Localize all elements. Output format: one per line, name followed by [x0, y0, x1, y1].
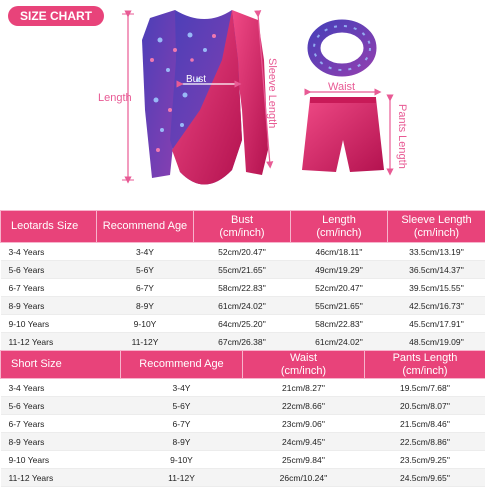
table-cell: 52cm/20.47''	[291, 279, 388, 297]
shorts-header-label: Short Size	[11, 358, 62, 370]
table-cell: 23.5cm/9.25''	[365, 451, 485, 469]
shorts-icon	[302, 97, 384, 172]
table-cell: 46cm/18.11''	[291, 243, 388, 261]
leotards-header-2	[194, 211, 291, 243]
leotards-header-1	[97, 211, 194, 243]
bust-label: Bust	[186, 74, 207, 85]
leotards-header-0	[1, 211, 97, 243]
table-cell: 9-10Y	[97, 315, 194, 333]
table-cell: 6-7Y	[97, 279, 194, 297]
shorts-size-table	[0, 350, 485, 487]
table-cell: 8-9Y	[121, 433, 243, 451]
scrunchie-icon	[314, 26, 370, 70]
table-row	[1, 379, 485, 397]
table-cell: 21cm/8.27''	[243, 379, 365, 397]
table-cell: 61cm/24.02''	[291, 333, 388, 351]
table-cell: 8-9 Years	[1, 297, 97, 315]
table-cell: 64cm/25.20''	[194, 315, 291, 333]
table-cell: 6-7Y	[121, 415, 243, 433]
table-cell: 6-7 Years	[1, 415, 121, 433]
table-cell: 49cm/19.29''	[291, 261, 388, 279]
table-cell: 5-6Y	[97, 261, 194, 279]
table-cell: 58cm/22.83''	[194, 279, 291, 297]
table-row	[1, 397, 485, 415]
leotard-icon	[142, 10, 268, 185]
leotards-header-unit: (cm/inch)	[413, 226, 460, 239]
shorts-header-unit: (cm/inch)	[402, 364, 448, 377]
table-cell: 23cm/9.06''	[243, 415, 365, 433]
table-cell: 9-10 Years	[1, 451, 121, 469]
table-cell: 55cm/21.65''	[291, 297, 388, 315]
table-row	[1, 297, 485, 315]
size-chart-badge: SIZE CHART	[8, 6, 104, 26]
table-row	[1, 261, 485, 279]
table-cell: 36.5cm/14.37''	[388, 261, 485, 279]
table-row	[1, 315, 485, 333]
table-cell: 11-12 Years	[1, 333, 97, 351]
table-cell: 61cm/24.02''	[194, 297, 291, 315]
shorts-header-1	[121, 351, 243, 379]
shorts-header-label: Recommend Age	[139, 358, 224, 370]
shorts-header-0	[1, 351, 121, 379]
table-cell: 11-12 Years	[1, 469, 121, 487]
table-cell: 8-9 Years	[1, 433, 121, 451]
table-cell: 3-4Y	[121, 379, 243, 397]
leotards-header-row	[1, 211, 485, 243]
table-row	[1, 433, 485, 451]
table-cell: 3-4Y	[97, 243, 194, 261]
table-cell: 26cm/10.24''	[243, 469, 365, 487]
shorts-header-label: Waist	[289, 351, 318, 364]
leotards-header-label: Bust	[230, 213, 253, 226]
table-cell: 42.5cm/16.73''	[388, 297, 485, 315]
table-cell: 33.5cm/13.19''	[388, 243, 485, 261]
table-cell: 24.5cm/9.65''	[365, 469, 485, 487]
shorts-header-2	[243, 351, 365, 379]
leotards-header-label: Length	[322, 213, 356, 226]
waist-label: Waist	[328, 81, 356, 93]
table-cell: 5-6 Years	[1, 397, 121, 415]
length-label: Length	[98, 92, 132, 104]
table-row	[1, 469, 485, 487]
leotards-body	[1, 243, 485, 351]
table-row	[1, 451, 485, 469]
pants-length-label: Pants Length	[396, 104, 408, 169]
table-cell: 52cm/20.47''	[194, 243, 291, 261]
table-row	[1, 243, 485, 261]
table-cell: 21.5cm/8.46''	[365, 415, 485, 433]
sleeve-length-label: Sleeve Length	[266, 58, 278, 129]
leotards-header-unit: (cm/inch)	[316, 226, 362, 239]
table-cell: 5-6Y	[121, 397, 243, 415]
shorts-header-row	[1, 351, 485, 379]
table-cell: 9-10 Years	[1, 315, 97, 333]
table-cell: 55cm/21.65''	[194, 261, 291, 279]
leotards-header-unit: (cm/inch)	[219, 226, 265, 239]
table-cell: 45.5cm/17.91''	[388, 315, 485, 333]
shorts-body	[1, 379, 485, 487]
table-cell: 25cm/9.84''	[243, 451, 365, 469]
table-cell: 48.5cm/19.09''	[388, 333, 485, 351]
table-cell: 22.5cm/8.86''	[365, 433, 485, 451]
table-cell: 39.5cm/15.55''	[388, 279, 485, 297]
leotards-header-label: Leotards Size	[11, 220, 79, 232]
leotards-header-label: Recommend Age	[102, 220, 188, 232]
table-cell: 9-10Y	[121, 451, 243, 469]
table-row	[1, 415, 485, 433]
table-cell: 19.5cm/7.68''	[365, 379, 485, 397]
table-row	[1, 279, 485, 297]
table-cell: 58cm/22.83''	[291, 315, 388, 333]
leotards-header-4	[388, 211, 485, 243]
table-cell: 8-9Y	[97, 297, 194, 315]
shorts-header-unit: (cm/inch)	[280, 364, 327, 377]
table-cell: 5-6 Years	[1, 261, 97, 279]
table-row	[1, 333, 485, 351]
shorts-header-label: Pants Length	[392, 351, 458, 364]
table-cell: 6-7 Years	[1, 279, 97, 297]
leotards-header-label: Sleeve Length	[401, 213, 472, 226]
table-cell: 11-12Y	[97, 333, 194, 351]
leotards-header-3	[291, 211, 388, 243]
table-cell: 22cm/8.66''	[243, 397, 365, 415]
table-cell: 67cm/26.38''	[194, 333, 291, 351]
leotards-size-table	[0, 210, 485, 351]
table-cell: 20.5cm/8.07''	[365, 397, 485, 415]
product-illustration-area	[0, 0, 485, 208]
table-cell: 3-4 Years	[1, 243, 97, 261]
shorts-header-3	[365, 351, 485, 379]
table-cell: 11-12Y	[121, 469, 243, 487]
product-illustration	[0, 0, 485, 208]
table-cell: 3-4 Years	[1, 379, 121, 397]
table-cell: 24cm/9.45''	[243, 433, 365, 451]
